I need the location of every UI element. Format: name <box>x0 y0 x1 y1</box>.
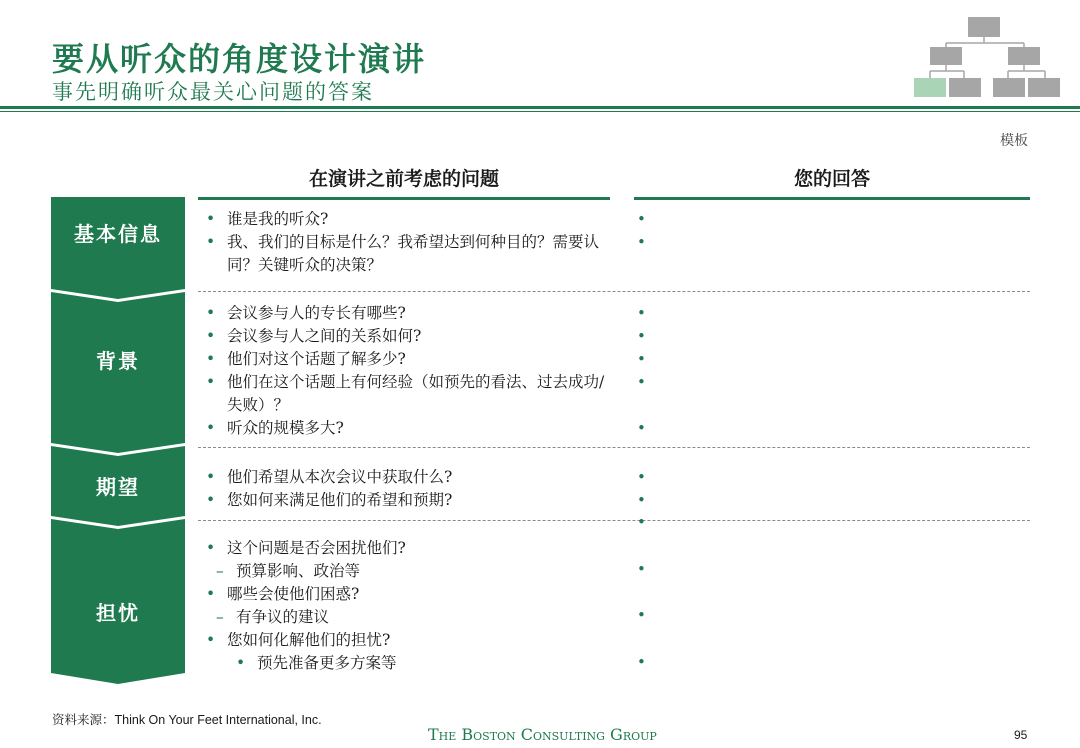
category-label-basic-info: 基本信息 <box>74 222 162 246</box>
question-item: • 您如何来满足他们的希望和预期? <box>204 489 624 512</box>
org-chart-icon <box>912 14 1062 100</box>
question-item: • 会议参与人的专长有哪些? <box>204 302 612 325</box>
bcg-logo: The Boston Consulting Group <box>428 725 657 744</box>
questions-column-header: 在演讲之前考虑的问题 <box>308 168 499 190</box>
category-label-concerns: 担忧 <box>96 601 140 625</box>
row-divider <box>198 291 1030 292</box>
answer-bullet[interactable]: • <box>637 491 646 509</box>
question-item: • 您如何化解他们的担忧? <box>204 629 624 652</box>
source-note: 资料来源：Think On Your Feet International, Inc. <box>52 713 322 727</box>
answer-bullet[interactable]: • <box>637 560 646 578</box>
answers-column-header: 您的回答 <box>793 168 870 190</box>
answer-bullet[interactable]: • <box>637 468 646 486</box>
questions-header-rule <box>198 197 610 200</box>
question-list-expectations <box>204 466 624 512</box>
question-list-basic-info <box>204 208 604 277</box>
row-divider <box>198 520 1030 521</box>
header-rule <box>0 106 1080 109</box>
question-subitem: • 预先准备更多方案等 <box>204 652 624 675</box>
page-title: 要从听众的角度设计演讲 <box>52 40 427 78</box>
page-number: 95 <box>1014 728 1028 742</box>
template-tag: 模板 <box>1000 133 1028 149</box>
question-item: • 这个问题是否会困扰他们? <box>204 537 624 560</box>
answer-bullet[interactable]: • <box>637 373 646 391</box>
category-label-expectations: 期望 <box>96 475 140 499</box>
answer-bullet[interactable]: • <box>637 350 646 368</box>
page-subtitle: 事先明确听众最关心问题的答案 <box>52 80 374 104</box>
answers-header-rule <box>634 197 1030 200</box>
question-item: • 他们在这个话题上有何经验（如预先的看法、过去成功/失败）？ <box>204 371 612 417</box>
question-item: • 会议参与人之间的关系如何? <box>204 325 612 348</box>
question-subitem: – 有争议的建议 <box>204 606 624 629</box>
answer-bullet[interactable]: • <box>637 327 646 345</box>
question-item: • 谁是我的听众? <box>204 208 604 231</box>
category-label-background: 背景 <box>96 349 140 373</box>
question-item: • 哪些会使他们困惑? <box>204 583 624 606</box>
question-list-concerns <box>204 537 624 675</box>
answer-bullet[interactable]: • <box>637 419 646 437</box>
row-divider <box>198 447 1030 448</box>
answer-bullet[interactable]: • <box>637 304 646 322</box>
question-item: • 听众的规模多大? <box>204 417 612 440</box>
answer-bullet[interactable]: • <box>637 653 646 671</box>
question-list-background <box>204 302 612 440</box>
question-subitem: – 预算影响、政治等 <box>204 560 624 583</box>
answer-bullet[interactable]: • <box>637 210 646 228</box>
question-item: • 他们希望从本次会议中获取什么? <box>204 466 624 489</box>
answer-bullet[interactable]: • <box>637 606 646 624</box>
question-item: • 我、我们的目标是什么？我希望达到何种目的？需要认同？关键听众的决策？ <box>204 231 604 277</box>
header-rule-thin <box>0 111 1080 112</box>
answer-bullet[interactable]: • <box>637 233 646 251</box>
question-item: • 他们对这个话题了解多少? <box>204 348 612 371</box>
answer-bullet[interactable]: • <box>637 513 646 531</box>
